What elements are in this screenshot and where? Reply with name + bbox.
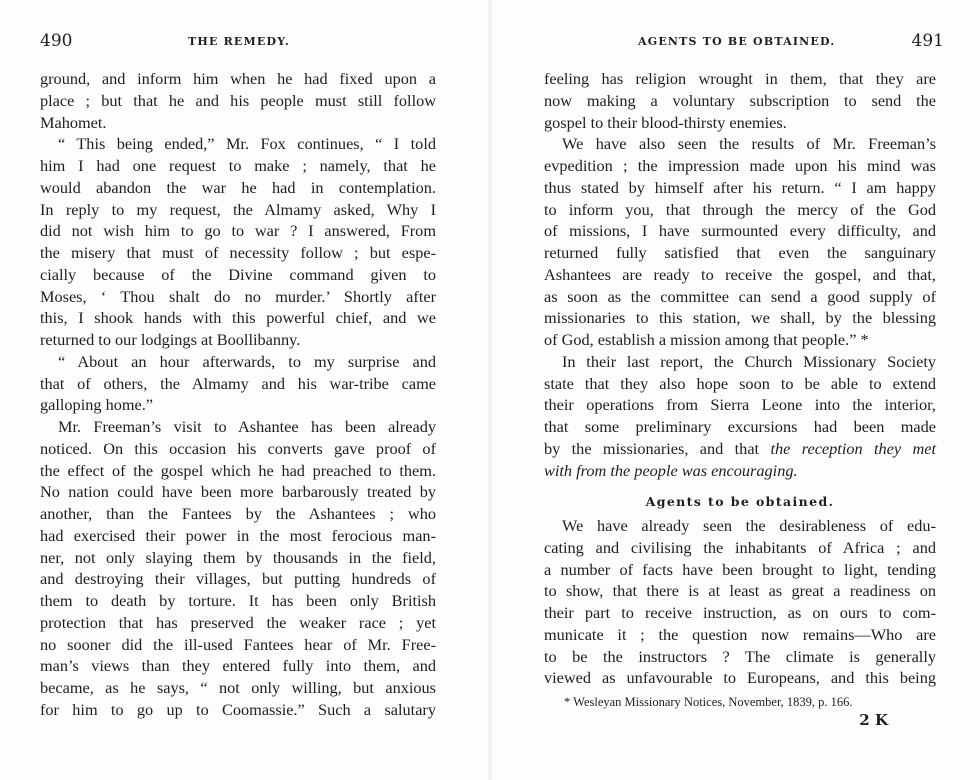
- text-line: thus stated by himself after his return. “ I am happy: [544, 177, 936, 197]
- left-running-title: THE REMEDY.: [188, 35, 290, 48]
- text-line: their part to receive instruction, as on ours to com-: [544, 603, 936, 622]
- text-line: “ This being ended,” Mr. Fox continues, “ I told: [58, 134, 436, 154]
- text-line: this, I shook hands with this powerful chief, and we: [40, 308, 436, 328]
- left-running-head: [40, 31, 440, 56]
- text-line: No nation could have been more barbarously treated by: [40, 482, 436, 502]
- text-line: municate it ; the question now remains—Who are: [544, 624, 936, 644]
- text-line: of God, establish a mission among that people.” *: [544, 330, 869, 349]
- text-line: to show, that there is at least as great a readiness on: [544, 581, 936, 601]
- text-line: We have already seen the desirableness of edu-: [562, 516, 936, 535]
- italic-fragment: the reception they met: [770, 438, 936, 458]
- text-line: missionaries to this station, we shall, by the blessing: [544, 308, 936, 328]
- footnote: * Wesleyan Missionary Notices, November, 1839, p. 166.: [564, 695, 853, 709]
- text-line: did not wish him to go to war ? I answered, From: [40, 221, 436, 241]
- text-line: place ; but that he and his people must still follow: [40, 90, 436, 110]
- text-line: as soon as the committee can send a good supply of: [544, 286, 936, 306]
- text-line: them to death by torture. It has been only British: [40, 591, 436, 610]
- right-body-text: [544, 68, 936, 729]
- text-line: Moses, ‘ Thou shalt do no murder.’ Shortly after: [40, 286, 436, 306]
- text-line: to be the instructors ? The climate is generally: [544, 646, 936, 666]
- text-line: cating and civilising the inhabitants of Africa ; and: [544, 537, 936, 557]
- text-line: gospel to their blood-thirsty enemies.: [544, 112, 787, 132]
- right-body-before-heading: [544, 68, 936, 481]
- text-fragment: by the missionaries, and that: [544, 438, 771, 458]
- right-running-title: AGENTS TO BE OBTAINED.: [638, 35, 836, 48]
- text-line: feeling has religion wrought in them, that they are: [544, 69, 936, 88]
- text-line: with from the people was encouraging.: [544, 460, 798, 480]
- text-line: noticed. On this occasion his converts gave proof of: [40, 438, 436, 458]
- text-line: Mr. Freeman’s visit to Ashantee has been already: [58, 417, 436, 436]
- text-line: for him to go up to Coomassie.” Such a salutary: [40, 699, 436, 719]
- text-line: viewed as unfavourable to Europeans, and this being: [544, 668, 936, 688]
- right-page-number: 491: [911, 31, 944, 51]
- text-line: no sooner did the ill-used Fantees hear of Mr. Free-: [40, 634, 436, 654]
- text-line: In reply to my request, the Almamy asked, Why I: [40, 199, 436, 219]
- text-line: We have also seen the results of Mr. Freeman’s: [562, 134, 936, 154]
- text-line: that of others, the Almamy and his war-tribe came: [40, 373, 436, 393]
- text-line: ner, not only slaying them by thousands in the field,: [40, 547, 436, 567]
- text-line: the misery that must of necessity follow ; but espe-: [40, 243, 436, 262]
- text-line: to inform you, that through the mercy of the God: [544, 199, 936, 219]
- text-line: and destroying their villages, but putting hundreds of: [40, 569, 436, 589]
- left-body-text: [40, 68, 436, 721]
- text-line: [544, 438, 936, 460]
- text-line: of missions, I have surmounted every difficulty, and: [544, 221, 936, 241]
- text-line: Ashantees are ready to receive the gospel, and that,: [544, 264, 936, 284]
- text-line: In their last report, the Church Missionary Society: [562, 351, 936, 371]
- text-line: returned fully satisfied that even the sanguinary: [544, 243, 936, 262]
- text-line: cially because of the Divine command given to: [40, 264, 436, 284]
- text-line: evpedition ; the impression made upon his mind was: [544, 156, 936, 175]
- text-line: galloping home.”: [40, 395, 154, 415]
- right-page: [490, 0, 980, 780]
- text-line: man’s views than they entered fully into them, and: [40, 656, 436, 676]
- text-line: had exercised their power in the most ferocious man-: [40, 525, 436, 545]
- text-line: another, than the Fantees by the Ashantees ; who: [40, 504, 436, 523]
- text-line: Mahomet.: [40, 112, 107, 132]
- text-line: returned to our lodgings at Boollibanny.: [40, 330, 301, 349]
- right-running-head: [540, 31, 944, 56]
- text-line: “ About an hour afterwards, to my surprise and: [58, 351, 436, 371]
- text-line: him I had one request to make ; namely, that he: [40, 156, 436, 175]
- text-line: the effect of the gospel which he had preached to them.: [40, 460, 436, 480]
- left-page-number: 490: [40, 31, 73, 51]
- text-line: their operations from Sierra Leone into the interior,: [544, 395, 936, 415]
- text-line: would abandon the war he had in contemplation.: [40, 177, 436, 197]
- text-line: now making a voluntary subscription to send the: [544, 90, 936, 110]
- text-line: that some preliminary excursions had been made: [544, 417, 936, 436]
- text-line: protection that has preserved the weaker race ; yet: [40, 612, 436, 632]
- signature-mark: 2 K: [859, 711, 888, 729]
- text-line: state that they also hope soon to be able to extend: [544, 373, 936, 393]
- text-line: ground, and inform him when he had fixed upon a: [40, 69, 436, 88]
- text-line: a number of facts have been brought to light, tending: [544, 559, 936, 579]
- right-body-after-heading: [544, 515, 936, 689]
- section-heading: Agents to be obtained.: [645, 494, 835, 510]
- text-line: became, as he says, “ not only willing, but anxious: [40, 678, 436, 697]
